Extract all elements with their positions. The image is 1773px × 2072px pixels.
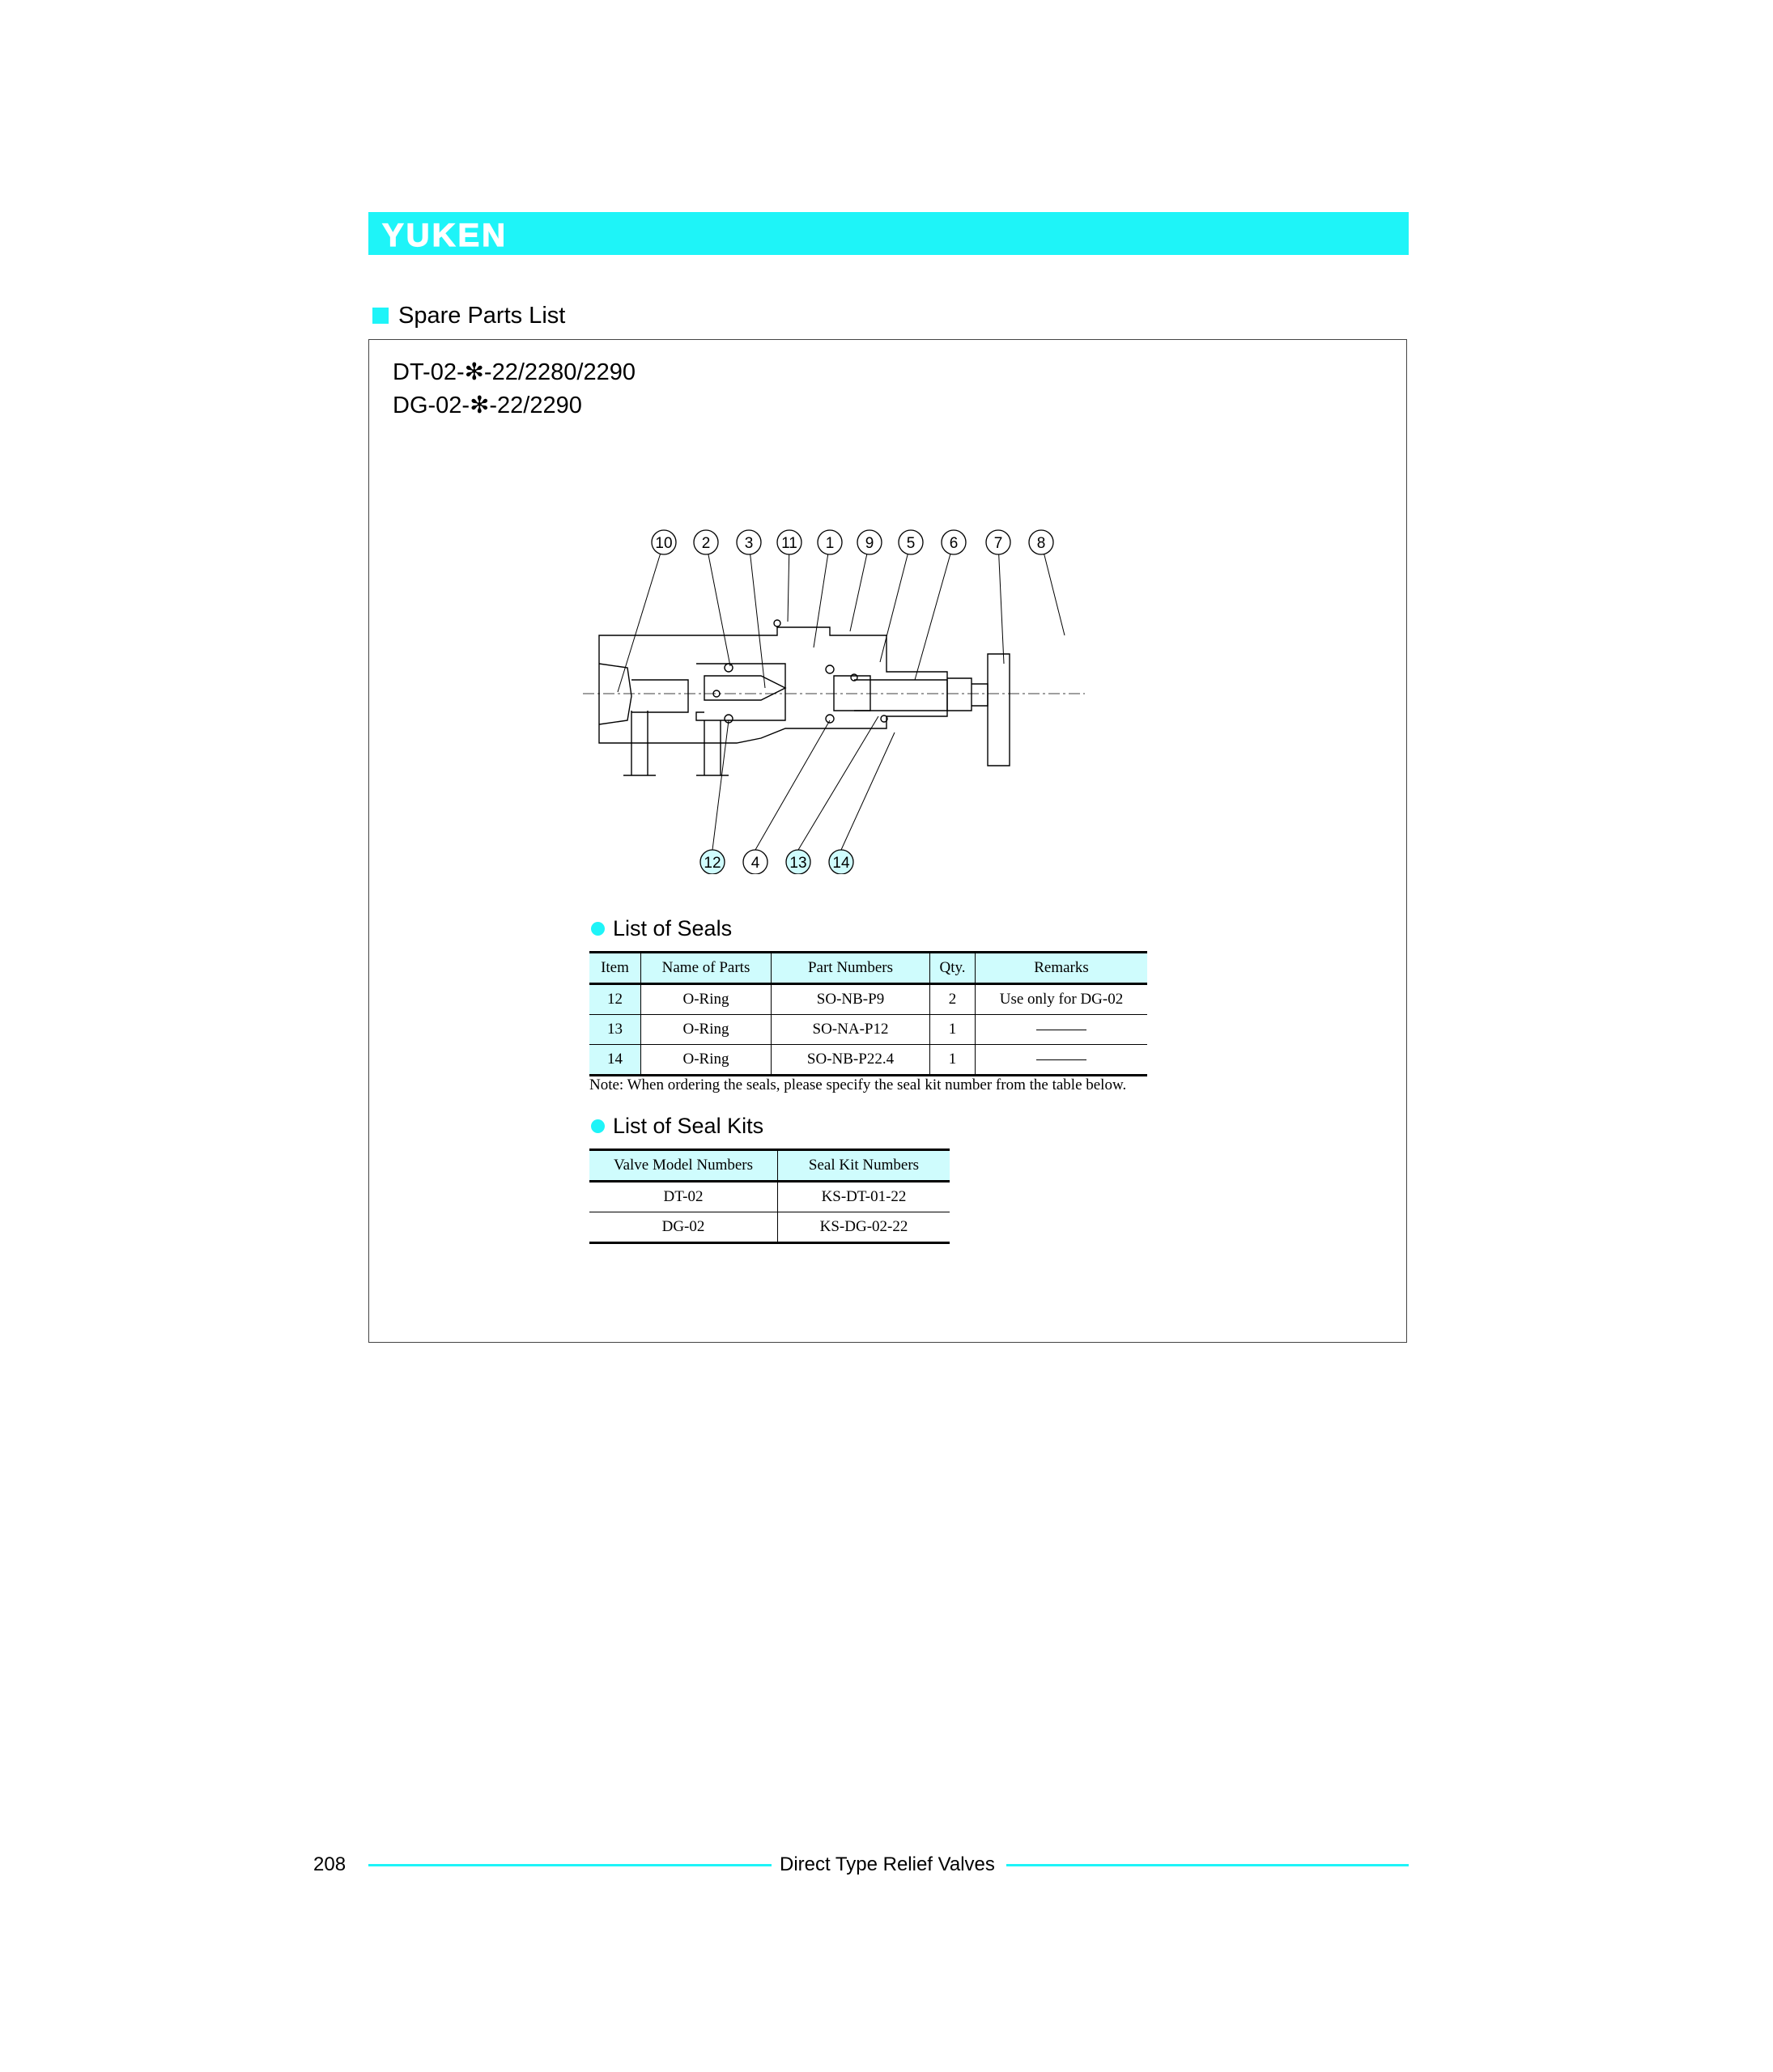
part-number-cell: SO-NB-P9 bbox=[772, 984, 930, 1015]
footer-rule-left bbox=[368, 1864, 772, 1866]
bullet-dot-icon bbox=[591, 922, 605, 936]
callout-label: 6 bbox=[949, 535, 959, 552]
section-title-text: Spare Parts List bbox=[398, 302, 566, 329]
table-row bbox=[589, 1015, 1147, 1045]
kits-subtitle-text: List of Seal Kits bbox=[613, 1113, 764, 1138]
seals-subtitle-text: List of Seals bbox=[613, 915, 733, 940]
valve-cross-section-drawing bbox=[583, 518, 1109, 874]
seal-kit-cell: KS-DT-01-22 bbox=[778, 1182, 950, 1212]
callout-label: 12 bbox=[704, 855, 721, 872]
kits-subtitle bbox=[591, 1111, 763, 1140]
seal-kits-table bbox=[589, 1149, 950, 1244]
qty-cell: 2 bbox=[930, 984, 976, 1015]
footer-rule-right bbox=[1006, 1864, 1409, 1866]
section-title bbox=[372, 299, 565, 332]
table-row bbox=[589, 1045, 1147, 1076]
column-header: Qty. bbox=[930, 953, 976, 984]
column-header: Name of Parts bbox=[641, 953, 772, 984]
callout-label: 8 bbox=[1036, 535, 1046, 552]
ordering-note: Note: When ordering the seals, please specify the seal kit number from the table below. bbox=[589, 1076, 1127, 1093]
model-number-1: DT-02-✻-22/2280/2290 bbox=[393, 359, 636, 385]
column-header: Item bbox=[589, 953, 641, 984]
callout-label: 1 bbox=[825, 535, 835, 552]
column-header: Part Numbers bbox=[772, 953, 930, 984]
item-cell: 12 bbox=[589, 984, 641, 1015]
valve-model-cell: DG-02 bbox=[589, 1212, 778, 1243]
svg-text:YUKEN: YUKEN bbox=[382, 218, 508, 251]
remarks-cell bbox=[976, 1045, 1148, 1076]
callout-label: 9 bbox=[865, 535, 874, 552]
column-header: Remarks bbox=[976, 953, 1148, 984]
callout-label: 10 bbox=[655, 535, 673, 552]
table-row bbox=[589, 1182, 950, 1212]
callout-label: 7 bbox=[993, 535, 1003, 552]
column-header: Seal Kit Numbers bbox=[778, 1150, 950, 1182]
square-bullet-icon bbox=[372, 308, 389, 324]
yuken-logo bbox=[381, 215, 518, 251]
model-number-2: DG-02-✻-22/2290 bbox=[393, 393, 582, 418]
footer-title: Direct Type Relief Valves bbox=[780, 1853, 995, 1875]
callout-label: 11 bbox=[781, 535, 797, 552]
item-cell: 14 bbox=[589, 1045, 641, 1076]
seals-table bbox=[589, 951, 1147, 1076]
header-bar bbox=[368, 212, 1409, 255]
part-number-cell: SO-NB-P22.4 bbox=[772, 1045, 930, 1076]
callout-label: 5 bbox=[906, 535, 916, 552]
callout-label: 2 bbox=[701, 535, 711, 552]
part-name-cell: O-Ring bbox=[641, 1015, 772, 1045]
part-name-cell: O-Ring bbox=[641, 984, 772, 1015]
callout-label: 4 bbox=[750, 855, 760, 872]
bullet-dot-icon bbox=[591, 1119, 605, 1133]
item-cell: 13 bbox=[589, 1015, 641, 1045]
qty-cell: 1 bbox=[930, 1015, 976, 1045]
remarks-cell bbox=[976, 1015, 1148, 1045]
remarks-cell: Use only for DG-02 bbox=[976, 984, 1148, 1015]
callout-label: 13 bbox=[789, 855, 807, 872]
seal-kit-cell: KS-DG-02-22 bbox=[778, 1212, 950, 1243]
table-row bbox=[589, 1212, 950, 1243]
table-row bbox=[589, 984, 1147, 1015]
column-header: Valve Model Numbers bbox=[589, 1150, 778, 1182]
part-name-cell: O-Ring bbox=[641, 1045, 772, 1076]
callout-label: 14 bbox=[832, 855, 850, 872]
valve-model-cell: DT-02 bbox=[663, 1188, 704, 1205]
page-number: 208 bbox=[313, 1853, 347, 1875]
dash-line bbox=[1036, 1059, 1086, 1060]
seals-subtitle bbox=[591, 914, 732, 943]
qty-cell: 1 bbox=[930, 1045, 976, 1076]
part-number-cell: SO-NA-P12 bbox=[772, 1015, 930, 1045]
callout-label: 3 bbox=[744, 535, 754, 552]
